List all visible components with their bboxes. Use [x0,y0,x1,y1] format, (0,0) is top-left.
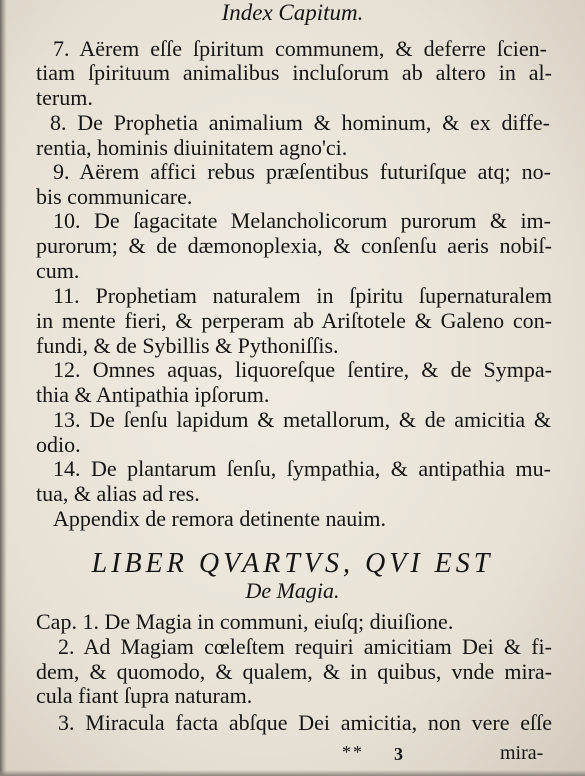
index-line-13: fundi, & de Sybillis & Pythoniſſis. [36,333,339,358]
index-line-6: 9. Aërem affici rebus præſentibus futuriſque atq; no- [53,159,551,184]
book-title: LIBER QVARTVS, QVI EST [91,548,494,579]
index-line-20: Appendix de remora detinente nauim. [53,506,386,531]
index-line-2: tiam ſpirituum animalibus incluſorum ab altero in al- [36,60,552,85]
signature-mark: ** [342,742,364,762]
index-line-5: rentia, hominis diuinitatem agno'ci. [36,135,348,160]
book-subtitle: De Magia. [245,578,340,603]
index-line-18: 14. De plantarum ſenſu, ſympathia, & antipathia mu- [53,456,551,481]
chapter-line-2: 2. Ad Magiam cœleſtem requiri amicitiam Dei & fi- [58,634,552,659]
index-line-17: odio. [36,432,81,457]
index-line-9: purorum; & de dæmonoplexia, & conſenſu aeris nobiſ- [36,233,552,258]
index-line-1: 7. Aërem eſſe ſpiritum communem, & deferre ſcien- [53,36,547,61]
page-shadow-bottom [0,770,585,776]
catchword: mira- [500,742,544,764]
chapter-line-4: cula fiant ſupra naturam. [36,683,253,708]
index-line-11: 11. Prophetiam naturalem in ſpiritu ſupernaturalem [53,283,552,308]
index-line-12: in mente fieri, & perperam ab Ariſtotele & Galeno con- [36,308,552,333]
running-head: Index Capitum. [221,0,364,25]
index-line-3: terum. [36,85,93,110]
chapter-line-3: dem, & quomodo, & qualem, & in quibus, vnde mira- [36,659,552,684]
index-line-15: thia & Antipathia ipſorum. [36,382,270,407]
index-line-19: tua, & alias ad res. [36,481,200,506]
index-line-10: cum. [36,258,80,283]
chapter-line-5: 3. Miracula facta abſque Dei amicitia, non vere eſſe [58,710,552,735]
index-line-14: 12. Omnes aquas, liquoreſque ſentire, & de Sympa- [53,357,552,382]
index-line-7: bis communicare. [36,184,193,209]
page-shadow-left [0,0,7,776]
index-line-8: 10. De ſagacitate Melancholicorum purorum & im- [53,208,551,233]
index-line-16: 13. De ſenſu lapidum & metallorum, & de amicitia & [53,407,551,432]
folio-number: 3 [394,744,403,764]
chapter-line-1: Cap. 1. De Magia in communi, eiuſq; diuiſione. [36,609,454,634]
index-line-4: 8. De Prophetia animalium & hominum, & ex diffe- [50,110,550,135]
